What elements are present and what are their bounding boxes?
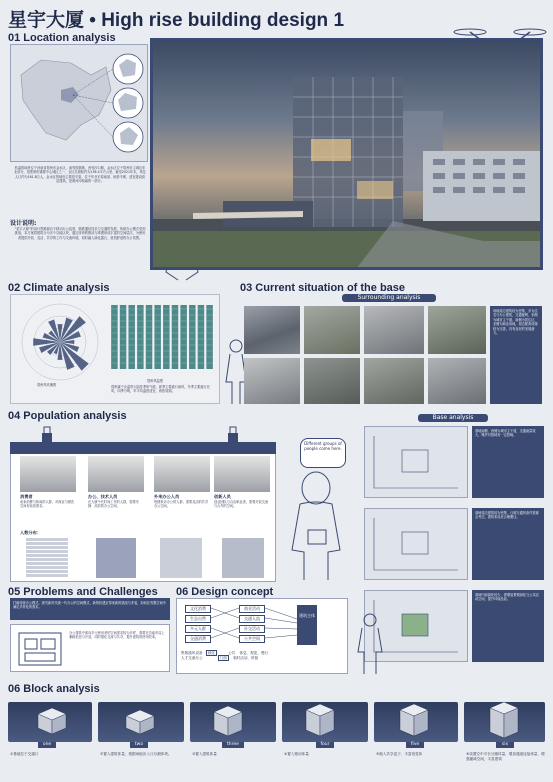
- temperature-column: [111, 305, 118, 369]
- wind-temperature-chart: [109, 301, 215, 373]
- group-name: 消费者: [20, 494, 33, 499]
- surrounding-photos: [244, 306, 486, 404]
- hero-rendering: [150, 38, 543, 270]
- concept-item: 绿化: [207, 651, 215, 655]
- concept-connectors: [177, 599, 349, 675]
- group-name: 创新人员: [214, 494, 231, 499]
- floor-plan-icon: [17, 631, 63, 667]
- temperature-column: [206, 305, 213, 369]
- block-tag-three: three: [222, 742, 244, 748]
- surrounding-photo-8: [428, 358, 486, 404]
- population-group-1: [20, 456, 76, 514]
- population-group-2: [88, 456, 144, 514]
- group-photo: [88, 456, 144, 492]
- concept-left-box-3: 多元人群: [185, 625, 211, 633]
- wind-petal: [57, 342, 62, 360]
- population-group-4: [214, 456, 270, 514]
- location-map-panel: [10, 44, 148, 162]
- temperature-column: [120, 305, 127, 369]
- person-sketch: [352, 612, 388, 676]
- population-stack-3: [160, 538, 202, 578]
- climate-panel: [10, 294, 220, 404]
- surrounding-photo-3: [364, 306, 424, 354]
- population-stack-4: [222, 538, 264, 578]
- concept-item: 公共: [228, 651, 236, 655]
- block-step-caption-5: ⑤植入共享盒子、丰富视觉体: [376, 752, 423, 756]
- section-title-climate: 02 Climate analysis: [8, 282, 110, 294]
- block-step-caption-6: ⑥设置空中平台分割体量，增加通道连接体量，增强趣味空间，丰富建筑: [466, 752, 545, 761]
- group-photo: [154, 456, 210, 492]
- section-title-current: 03 Current situation of the base: [240, 282, 406, 294]
- surrounding-photo-5: [244, 358, 300, 404]
- concept-item: 集散通风设备: [181, 651, 203, 655]
- person-sketch: [276, 470, 356, 582]
- surrounding-analysis-label: Surrounding analysis: [342, 294, 436, 302]
- surrounding-text-panel: [490, 306, 542, 404]
- concept-item: 人才交流办公: [181, 656, 203, 660]
- problems-text-panel-1: [10, 598, 170, 620]
- temperature-column: [137, 305, 144, 369]
- location-paragraph: 档温的地块位于河南省郑州市金水区，南邻国基路，西邻沙口路，金水区位于郑州市主城区东北部分，是郑州的重要中心城区之一，全区总面积约为136.4平方公里，截至2021年末，常住人口约为161.8万人，金水区的地形主要是平原，位于华北平原南部，地势平缓，适宜建设高层建筑，是黄河冲积扇的一部分。: [14, 166, 146, 184]
- block-tag-five: five: [406, 742, 424, 748]
- wind-petal: [57, 324, 62, 342]
- design-heading: 设计说明:: [10, 220, 37, 227]
- section-title-concept: 06 Design concept: [176, 586, 274, 598]
- group-text: 在大厦中长时间工作的人群，需要安静、高效的办公空间。: [88, 500, 139, 509]
- block-tag-six: six: [496, 742, 514, 748]
- temperature-column: [198, 305, 205, 369]
- population-header-bar: [10, 442, 276, 454]
- concept-bottom-row: [181, 651, 345, 661]
- block-tag-four: four: [316, 742, 334, 748]
- problems-text-1: 打破传统办公模式，探究新时代统一代办公的空间模式，新的机遇正带来新的挑战与矛盾，如何在有限空间中满足多样化的需求。: [13, 601, 166, 610]
- base-analysis-panel: [364, 426, 544, 662]
- surrounding-photo-1: [244, 306, 300, 354]
- section-title-block: 06 Block analysis: [8, 683, 100, 695]
- concept-mid-box-2: 交通人流: [239, 615, 265, 623]
- concept-mid-box-4: 公共空间: [239, 635, 265, 643]
- concept-left-box-4: 交通消费: [185, 635, 211, 643]
- group-name: 办公、技术人员: [88, 494, 118, 499]
- wind-petal: [33, 338, 60, 346]
- section-title-location: 01 Location analysis: [8, 32, 116, 44]
- surrounding-photo-4: [428, 306, 486, 354]
- problems-diagram-panel: [10, 624, 170, 672]
- temperature-column: [163, 305, 170, 369]
- base-text-panel-1: [472, 426, 544, 498]
- section-title-population: 04 Population analysis: [8, 410, 127, 422]
- population-stack-2: [96, 538, 136, 578]
- concept-panel: [176, 598, 348, 674]
- base-text-3: 基地内部绿化较少，需增加景观绿化与公共活动空间，提升环境品质。: [475, 593, 539, 602]
- block-step-caption-3: ③置入建筑体量: [192, 752, 217, 756]
- block-step-caption-4: ④置入错动体量: [284, 752, 309, 756]
- block-tag-one: one: [38, 742, 56, 748]
- block-tag-two: two: [130, 742, 148, 748]
- design-text: “星宇大厦”的设计思路源自于移动办公趋势，随着通信技术与交通的发展，传统办公模式受到挑战，本方案将建筑分为多个功能区块，通过体块的错动与堆叠形成丰富的空间层次，为使用者提供开放、灵活、共享的工作与交流环境，同时融入绿化露台，营造舒适的办公氛围。: [14, 227, 146, 240]
- temperature-column: [180, 305, 187, 369]
- temperature-column: [128, 305, 135, 369]
- base-analysis-label: Base analysis: [418, 414, 488, 422]
- wind-temperature-caption: 郑州风温图: [147, 379, 163, 383]
- surrounding-photo-6: [304, 358, 360, 404]
- population-group-3: [154, 456, 210, 514]
- wind-rose-caption: 郑州风玫瑰图: [37, 383, 57, 387]
- concept-left-box-1: 文化消费: [185, 605, 211, 613]
- surrounding-photo-7: [364, 358, 424, 404]
- concept-mid-box-3: 社交活动: [239, 625, 265, 633]
- block-step-caption-2: ②置入建筑体量，根据场地出入口分割体块。: [100, 752, 172, 756]
- concept-item: 门面: [219, 656, 227, 660]
- base-text-panel-3: [472, 590, 544, 662]
- temperature-column: [189, 305, 196, 369]
- building-illustration: [153, 41, 543, 270]
- group-text: 前来消费与休闲的人群，对商业与餐饮空间有较高需求。: [20, 500, 75, 509]
- base-text-2: 基地周边建筑较为密集，日照与通风条件需重点考虑，建筑布局应合理避让。: [475, 511, 539, 520]
- climate-paragraph: 郑州属于北温带大陆性季风气候，夏季主要盛行南风，冬季主要盛行北风，四季分明，年平均温度适宜，雨热同期。: [111, 385, 210, 394]
- region-map: [11, 45, 149, 163]
- speech-bubble: Different groups of people come here.: [300, 438, 346, 468]
- temperature-column: [154, 305, 161, 369]
- section-title-problems: 05 Problems and Challenges: [8, 586, 158, 598]
- group-photo: [20, 456, 76, 492]
- base-text-panel-2: [472, 508, 544, 580]
- wind-petal: [60, 340, 74, 344]
- concept-mid-box-1: 商业活动: [239, 605, 265, 613]
- block-volumes: [8, 698, 545, 746]
- group-photo: [214, 456, 270, 492]
- concept-left-box-2: 生态自然: [185, 615, 211, 623]
- concept-item: 休息、观览、慢行: [239, 651, 269, 655]
- block-step-caption-1: ①基地位于交通口: [10, 752, 39, 756]
- group-text: 短期来访办公的人群，需要灵活的共享办公空间。: [154, 500, 209, 509]
- group-name: 外来办公人员: [154, 494, 180, 499]
- surrounding-text: 场地周边建筑较为密集，多为住宅与办公建筑，交通便利，东侧为城市主干道，南侧为居住区，北侧为商业用地，周边配套设施较为完善，具有良好的发展潜力。: [493, 309, 538, 336]
- group-text: 创业团队与自由职业者，需要开放交流与合作的空间。: [214, 500, 269, 509]
- concept-right-box: 建筑主体: [297, 605, 317, 645]
- temperature-column: [172, 305, 179, 369]
- block-strip: [8, 698, 545, 778]
- concept-item: 临时活动、停留: [233, 656, 259, 660]
- base-text-1: 基地南侧、西侧为城市主干道，交通流量较大，噪声对基地有一定影响。: [475, 429, 536, 438]
- temperature-column: [146, 305, 153, 369]
- population-count-label: 人数分布：: [20, 530, 41, 535]
- population-stack-1: [26, 538, 68, 578]
- problems-text-2: 办公建筑中面向多元使用者的空间需求较为多样，需要在功能布局上兼顾私密与开放，同时强化交流与共享，提升建筑的使用效率。: [69, 631, 165, 640]
- page-title: 星宇大厦 • High rise building design 1: [8, 10, 345, 31]
- wind-rose-chart: [19, 301, 101, 383]
- surrounding-photo-2: [304, 306, 360, 354]
